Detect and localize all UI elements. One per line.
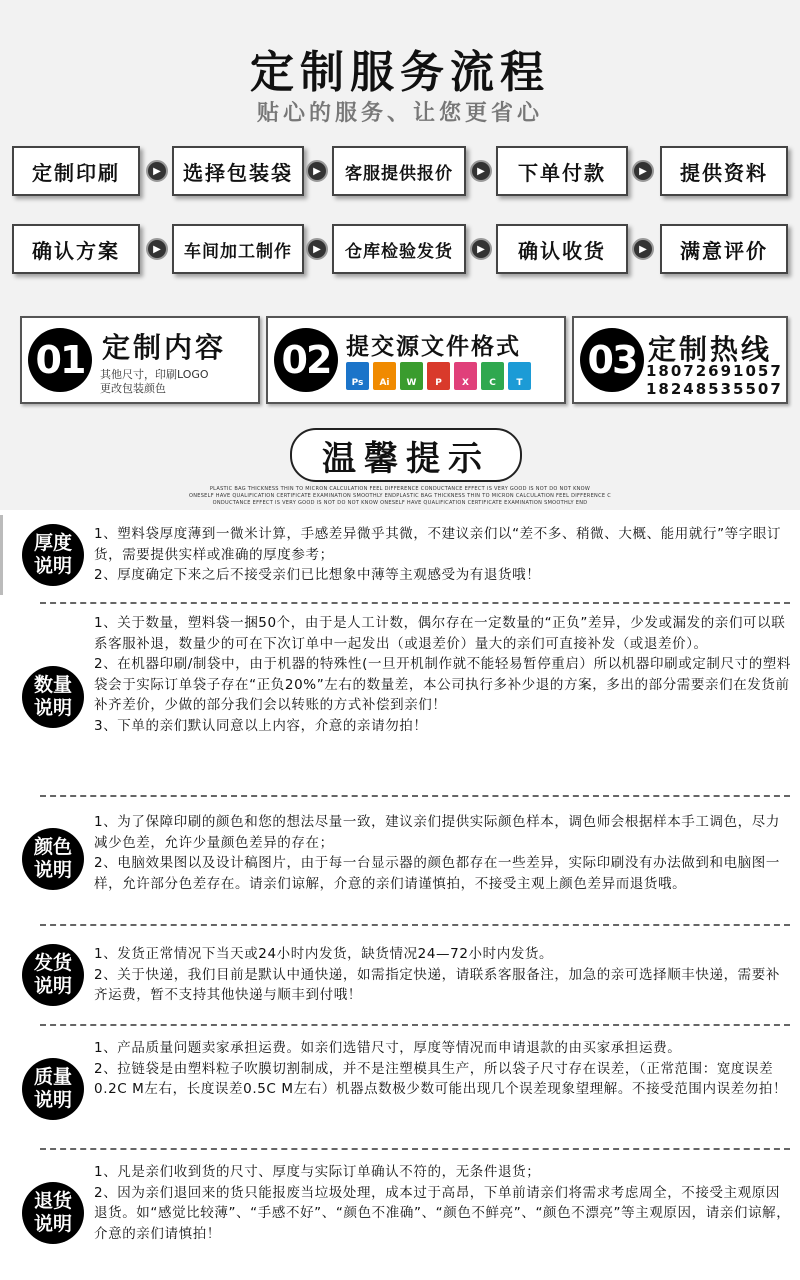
decorative-english-line: PLASTIC BAG THICKNESS THIN TO MICRON CALCULATION FEEL DIFFERENCE CONDUCTANCE EFFECT IS VERY GOOD IS NOT DO NOT KNOW <box>209 486 591 492</box>
number-badge: 01 <box>28 328 92 392</box>
divider <box>40 795 790 797</box>
divider <box>40 924 790 926</box>
decorative-english-line: ONESELF HAVE QUALIFICATION CERTIFICATE EXAMINATION SMOOTHLY ENDPLASTIC BAG THICKNESS THIN TO MICRON CALCULATION FEEL DIFFERENCE C <box>188 493 612 499</box>
text-file-icon: T <box>508 362 531 390</box>
step-confirm-plan: 确认方案 <box>12 224 140 274</box>
arrow-right-icon: ▶ <box>632 160 654 182</box>
page-title: 定制服务流程 <box>250 47 550 98</box>
section-badge-color: 颜色 说明 <box>22 828 84 890</box>
left-edge-mark <box>0 515 3 595</box>
paragraph: 1、关于数量，塑料袋一捆50个，由于是人工计数，偶尔存在一定数量的“正负”差异，少发或漏发的亲们可以联系客服补退，数量少的可在下次订单中一起发出（或退差价）量大的亲们可直接补发（或退差价）。 <box>94 615 786 652</box>
word-file-icon: W <box>400 362 423 390</box>
info-box-custom-content <box>20 316 260 404</box>
phone-number: 18248535507 <box>646 380 783 398</box>
section-text-quality <box>94 1038 794 1100</box>
paragraph: 2、厚度确定下来之后不接受亲们已比想象中薄等主观感受为有退货哦！ <box>94 567 541 583</box>
arrow-right-icon: ▶ <box>306 238 328 260</box>
divider <box>40 1024 790 1026</box>
info-title: 定制热线 <box>648 333 773 366</box>
section-badge-quantity: 数量 说明 <box>22 666 84 728</box>
pdf-file-icon: P <box>427 362 450 390</box>
step-custom-print: 定制印刷 <box>12 146 140 196</box>
step-workshop: 车间加工制作 <box>172 224 304 274</box>
file-format-icons <box>346 362 531 390</box>
number-badge: 02 <box>274 328 338 392</box>
arrow-right-icon: ▶ <box>632 238 654 260</box>
section-badge-returns: 退货 说明 <box>22 1182 84 1244</box>
step-payment: 下单付款 <box>496 146 628 196</box>
info-line: 其他尺寸，印刷LOGO <box>100 368 209 381</box>
paragraph: 2、电脑效果图以及设计稿图片，由于每一台显示器的颜色都存在一些差异，实际印刷没有办法做到和电脑图一样，允许部分色差存在。请亲们谅解，介意的亲们请谨慎拍，不接受主观上颜色差异而退货哦。 <box>94 855 780 892</box>
info-line: 更改包装颜色 <box>100 382 166 395</box>
paragraph: 2、因为亲们退回来的货只能报废当垃圾处理，成本过于高昂，下单前请亲们将需求考虑周全，不接受主观原因退货。如“感觉比较薄”、“手感不好”、“颜色不准确”、“颜色不鲜亮”、“颜色不漂亮”等主观原因，请亲们谅解，介意的亲们请慎拍！ <box>94 1184 791 1242</box>
paragraph: 1、发货正常情况下当天或24小时内发货，缺货情况24—72小时内发货。 <box>94 946 554 962</box>
arrow-right-icon: ▶ <box>470 160 492 182</box>
paragraph: 2、关于快递，我们目前是默认中通快递，如需指定快递，请联系客服备注，加急的亲可选择顺丰快递，需要补齐运费，暂不支持其他快递与顺丰到付哦！ <box>94 966 780 1003</box>
section-text-returns <box>94 1162 794 1244</box>
cdr-file-icon: X <box>454 362 477 390</box>
divider <box>40 1148 790 1150</box>
paragraph: 1、塑料袋厚度薄到一微米计算，手感差异微乎其微，不建议亲们以“差不多、稍微、大概、能用就行”等字眼订货，需要提供实样或准确的厚度参考； <box>94 526 782 563</box>
tips-title: 温馨提示 <box>290 428 522 482</box>
paragraph: 1、为了保障印刷的颜色和您的想法尽量一致，建议亲们提供实际颜色样本，调色师会根据样本手工调色，尽力减少色差，允许少量颜色差异的存在； <box>94 814 780 851</box>
arrow-right-icon: ▶ <box>470 238 492 260</box>
step-satisfied-review: 满意评价 <box>660 224 788 274</box>
image-file-icon: C <box>481 362 504 390</box>
step-warehouse-ship: 仓库检验发货 <box>332 224 466 274</box>
step-quote: 客服提供报价 <box>332 146 466 196</box>
section-badge-thickness: 厚度 说明 <box>22 524 84 586</box>
paragraph: 1、凡是亲们收到货的尺寸、厚度与实际订单确认不符的，无条件退货； <box>94 1164 541 1180</box>
photoshop-file-icon: Ps <box>346 362 369 390</box>
page-subtitle: 贴心的服务、让您更省心 <box>256 101 543 126</box>
number-badge: 03 <box>580 328 644 392</box>
section-badge-quality: 质量 说明 <box>22 1058 84 1120</box>
step-choose-bag: 选择包装袋 <box>172 146 304 196</box>
info-title: 提交源文件格式 <box>346 334 521 360</box>
section-text-color <box>94 812 794 894</box>
info-title: 定制内容 <box>102 331 227 364</box>
arrow-right-icon: ▶ <box>146 238 168 260</box>
section-text-quantity <box>94 613 794 736</box>
info-box-file-formats <box>266 316 566 404</box>
paragraph: 2、在机器印刷/制袋中，由于机器的特殊性(一旦开机制作就不能轻易暂停重启）所以机器印刷或定制尺寸的塑料袋会于实际订单袋子存在“正负20%”左右的数量差，本公司执行多补少退的方案，多出的部分需要亲们在发货前补齐差价，少做的部分我们会以转账的方式补偿到亲们！ <box>94 656 792 713</box>
arrow-right-icon: ▶ <box>146 160 168 182</box>
decorative-english-line: ONDUCTANCE EFFECT IS VERY GOOD IS NOT DO NOT KNOW ONESELF HAVE QUALIFICATION CERTIFICATE EXAMINATION SMOOTHLY END <box>212 500 588 506</box>
illustrator-file-icon: Ai <box>373 362 396 390</box>
section-text-shipping <box>94 944 794 1006</box>
arrow-right-icon: ▶ <box>306 160 328 182</box>
paragraph: 3、下单的亲们默认同意以上内容，介意的亲请勿拍！ <box>94 717 428 734</box>
step-confirm-receipt: 确认收货 <box>496 224 628 274</box>
step-provide-materials: 提供资料 <box>660 146 788 196</box>
info-box-hotline <box>572 316 788 404</box>
section-badge-shipping: 发货 说明 <box>22 944 84 1006</box>
paragraph: 1、产品质量问题卖家承担运费。如亲们选错尺寸，厚度等情况而申请退款的由买家承担运费。 <box>94 1040 682 1056</box>
divider <box>40 602 790 604</box>
section-text-thickness <box>94 524 794 586</box>
phone-number: 18072691057 <box>646 362 783 380</box>
paragraph: 2、拉链袋是由塑料粒子吹膜切割制成，并不是注塑模具生产，所以袋子尺寸存在误差，（正常范围：宽度误差0.2C M左右，长度误差0.5C M左右）机器点数极少数可能出现几个误差现象望理解。不接受范围内误差勿拍！ <box>94 1060 788 1097</box>
